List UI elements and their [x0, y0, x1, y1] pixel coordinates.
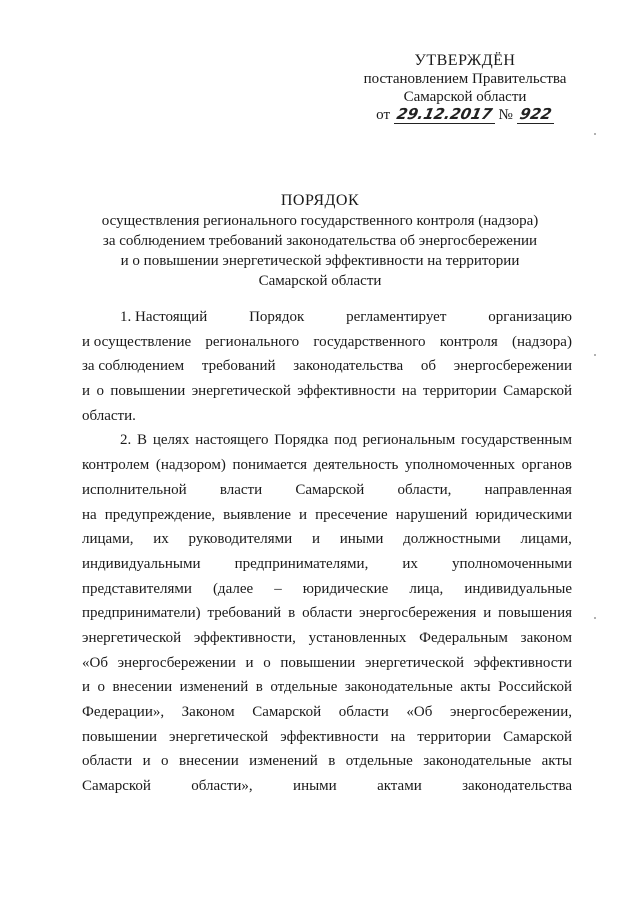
line-text: на предупреждение, выявление и пресечение нарушений юридическими [82, 506, 572, 523]
paragraph-line [82, 379, 572, 404]
paragraph-line [82, 774, 572, 799]
line-text: области и о внесении изменений в отдельные законодательные акты [82, 753, 572, 770]
line-word: представителями [82, 580, 192, 597]
line-word: 1. Настоящий [120, 309, 208, 325]
paragraph-line [82, 601, 572, 626]
line-text: «Об энергосбережении и о повышении энергетической эффективности [82, 654, 572, 671]
line-word: Порядок [249, 309, 305, 325]
date-prefix: от [376, 107, 391, 123]
document-body [82, 305, 572, 799]
paragraph-line [82, 527, 572, 552]
line-word: исполнительной [82, 481, 187, 498]
line-word: законодательства [293, 358, 404, 375]
line-word: энергосбережении, [449, 704, 572, 720]
line-word: области [338, 704, 389, 720]
line-text: контролем (надзором) понимается деятельность уполномоченных органов [82, 457, 572, 474]
line-word: должностными [403, 531, 501, 548]
line-word: и осуществление [82, 333, 192, 350]
title-line: и о повышении энергетической эффективности на территории [120, 253, 520, 269]
date-underline [394, 107, 495, 124]
line-word: за соблюдением [82, 358, 185, 375]
paragraph-line [82, 305, 572, 330]
scan-dot [594, 617, 596, 619]
line-text: и о внесении изменений в отдельные законодательные акты Российской [82, 679, 572, 696]
line-word: уполномоченными [451, 555, 572, 572]
number-prefix: № [498, 107, 513, 123]
handwritten-number: 922 [517, 105, 553, 123]
paragraph-line [82, 404, 572, 429]
line-word: лица, [409, 580, 444, 597]
line-word: лицами, [82, 531, 134, 548]
paragraph-line [82, 577, 572, 602]
line-word: «Об [406, 704, 433, 720]
paragraph-line [82, 428, 572, 453]
line-text: повышении энергетической эффективности на территории Самарской [82, 728, 572, 745]
paragraph-line [82, 354, 572, 379]
number-underline [517, 107, 554, 124]
line-word: юридические [302, 580, 389, 597]
paragraph-line [82, 552, 572, 577]
line-word: актами [377, 778, 422, 795]
paragraph-line [82, 700, 572, 725]
paragraph-line [82, 675, 572, 700]
scan-dot [594, 133, 596, 135]
paragraph-line [82, 749, 572, 774]
line-word: предпринимателями, [234, 555, 369, 572]
line-word: законодательства [462, 778, 572, 795]
line-word: руководителями [188, 531, 293, 548]
line-text: энергетической эффективности, установленных Федеральным законом [82, 629, 572, 646]
line-word: государственного [313, 333, 426, 350]
paragraph-line [82, 453, 572, 478]
line-word: области», [191, 778, 253, 795]
line-word: области, [397, 481, 452, 498]
paragraph-line [82, 626, 572, 651]
line-word: Самарской [295, 481, 365, 498]
approval-line-1: постановлением Правительства [363, 71, 567, 87]
line-word: регламентирует [346, 309, 447, 325]
paragraph-line [82, 651, 572, 676]
line-word: (далее [212, 580, 254, 597]
paragraph-line [82, 478, 572, 503]
line-word: Самарской [82, 778, 151, 795]
line-word: энергосбережении [453, 358, 572, 375]
line-word: контроля [439, 333, 498, 350]
line-word: власти [219, 481, 263, 498]
line-word: индивидуальные [464, 580, 572, 597]
line-word: их [153, 531, 169, 548]
paragraph-line [82, 330, 572, 355]
line-word: регионального [205, 333, 300, 350]
line-word: индивидуальными [82, 555, 201, 572]
approval-date-line [340, 106, 590, 126]
title-line: Самарской области [258, 273, 382, 289]
line-word: направленная [484, 481, 572, 498]
paragraph-line [82, 725, 572, 750]
title-line: осуществления регионального государственного контроля (надзора) [101, 213, 539, 229]
handwritten-date: 29.12.2017 [394, 105, 494, 123]
line-word: (надзора) [511, 333, 572, 350]
line-word: лицами, [520, 531, 572, 548]
scan-margin-marks [594, 0, 598, 905]
title-main: ПОРЯДОК [280, 192, 360, 209]
approval-line-2: Самарской области [403, 89, 527, 105]
line-text: области. [82, 407, 136, 424]
line-word: – [274, 580, 282, 597]
line-text: и о повышении энергетической эффективности на территории Самарской [82, 383, 572, 400]
line-word: Самарской [252, 704, 322, 720]
line-word: иными [293, 778, 337, 795]
line-word: организацию [488, 309, 572, 325]
scan-dot [594, 354, 596, 356]
line-word: требований [201, 358, 276, 375]
title-line: за соблюдением требований законодательства об энергосбережении [102, 233, 538, 249]
line-word: об [420, 358, 436, 375]
line-word: Федерации», [82, 704, 165, 720]
line-word: их [402, 555, 418, 572]
paragraph-line [82, 503, 572, 528]
line-text: 2. В целях настоящего Порядка под региональным государственным [120, 432, 572, 449]
approval-stamp [340, 52, 590, 126]
approval-heading: УТВЕРЖДЁН [414, 52, 516, 69]
line-text: предприниматели) требований в области энергосбережения и повышения [82, 605, 572, 622]
line-word: иными [339, 531, 384, 548]
line-word: Законом [181, 704, 235, 720]
line-word: и [311, 531, 320, 548]
document-title [60, 191, 580, 291]
